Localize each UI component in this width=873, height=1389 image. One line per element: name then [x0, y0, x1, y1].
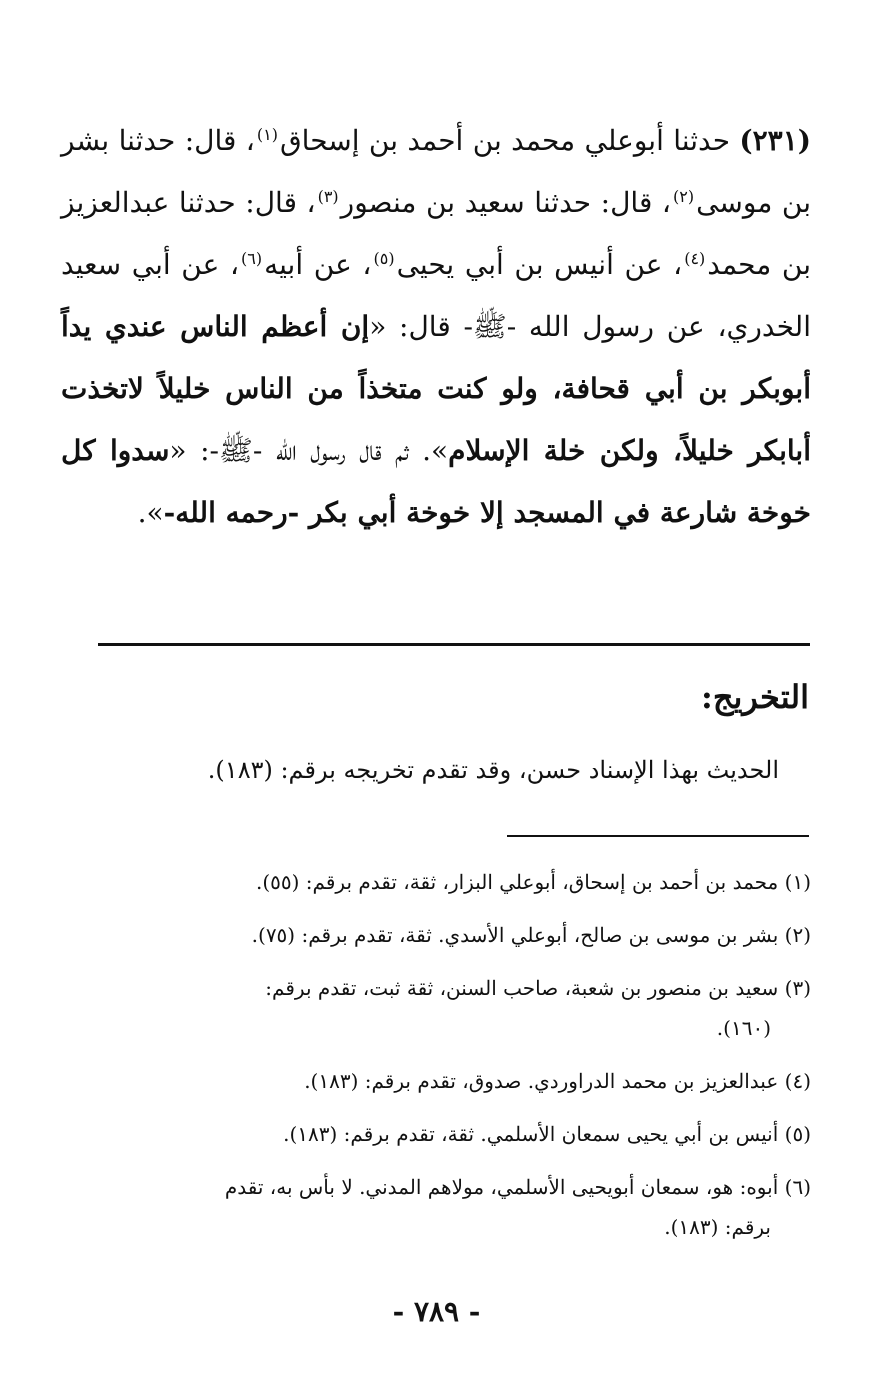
page-number: - ٧٨٩ - — [392, 1295, 481, 1328]
hadith-isnad-2: ، قال: حدثنا بشر بن موسى — [61, 124, 811, 219]
hadith-isnad-7: ، عن أبي سعيد الخدري، عن رسول الله -ﷺ- قال: « — [61, 248, 811, 343]
footnote-6 — [61, 1167, 811, 1247]
footnote-ref-5[interactable]: (٥) — [373, 248, 395, 268]
footnote-text: أبوه: هو، سمعان أبويحيى الأسلمي، مولاهم المدني. لا بأس به، تقدم — [224, 1175, 779, 1199]
footnote-text: محمد بن أحمد بن إسحاق، أبوعلي البزار، ثقة، تقدم برقم: (٥٥). — [255, 870, 779, 894]
footnote-ref-1[interactable]: (١) — [256, 124, 278, 144]
footnotes-divider — [507, 835, 809, 837]
footnote-text: بشر بن موسى بن صالح، أبوعلي الأسدي. ثقة، تقدم برقم: (٧٥). — [251, 923, 779, 947]
hadith-isnad-3: ، قال: حدثنا سعيد بن منصور — [340, 186, 671, 219]
footnote-5 — [61, 1114, 811, 1154]
footnote-2 — [61, 915, 811, 955]
takhrij-heading: التخريج: — [701, 678, 809, 716]
footnote-text: سعيد بن منصور بن شعبة، صاحب السنن، ثقة ثبت، تقدم برقم: — [265, 976, 779, 1000]
hadith-isnad-5: ، عن أنيس بن أبي يحيى — [396, 248, 683, 281]
footnote-1 — [61, 862, 811, 902]
footnote-3 — [61, 968, 811, 1048]
footnote-ref-2[interactable]: (٢) — [672, 186, 695, 206]
footnote-number: (٦) — [784, 1175, 811, 1199]
footnote-continuation: (١٦٠). — [716, 1016, 771, 1040]
footnote-number: (٥) — [784, 1122, 811, 1146]
hadith-connector: ». ثم قال رسول الله -ﷺ-: « — [169, 434, 449, 467]
footnote-number: (٣) — [784, 976, 811, 1000]
footnote-text: أنيس بن أبي يحيى سمعان الأسلمي. ثقة، تقدم برقم: (١٨٣). — [283, 1122, 779, 1146]
footnote-4 — [61, 1061, 811, 1101]
footnote-text: عبدالعزيز بن محمد الدراوردي. صدوق، تقدم برقم: (١٨٣). — [304, 1069, 779, 1093]
footnote-number: (٤) — [784, 1069, 811, 1093]
footnotes-list — [61, 862, 811, 1260]
hadith-isnad-6: ، عن أبيه — [264, 248, 372, 281]
footnote-continuation: برقم: (١٨٣). — [664, 1215, 771, 1239]
footnote-ref-3[interactable]: (٣) — [317, 186, 339, 206]
hadith-isnad-1: حدثنا أبوعلي محمد بن أحمد بن إسحاق — [279, 124, 730, 157]
hadith-end: ». — [137, 496, 164, 529]
section-divider — [98, 643, 810, 646]
footnote-number: (٢) — [784, 923, 811, 947]
footnote-ref-6[interactable]: (٦) — [241, 248, 263, 268]
footnote-number: (١) — [784, 870, 811, 894]
footnote-ref-4[interactable]: (٤) — [684, 248, 706, 268]
hadith-matn-2: سدوا كل خوخة شارعة في المسجد إلا خوخة أبي بكر -رحمه الله- — [61, 434, 811, 529]
hadith-number: (٢٣١) — [739, 124, 811, 157]
takhrij-text: الحديث بهذا الإسناد حسن، وقد تقدم تخريجه برقم: (١٨٣). — [207, 756, 779, 784]
hadith-isnad-4: ، قال: حدثنا عبدالعزيز بن محمد — [61, 186, 811, 281]
hadith-text — [61, 110, 811, 544]
hadith-matn-1: إن أعظم الناس عندي يداً أبوبكر بن أبي قحافة، ولو كنت متخذاً من الناس خليلاً لاتخذت أبابكر خليلاً، ولكن خلة الإسلام — [61, 310, 811, 467]
